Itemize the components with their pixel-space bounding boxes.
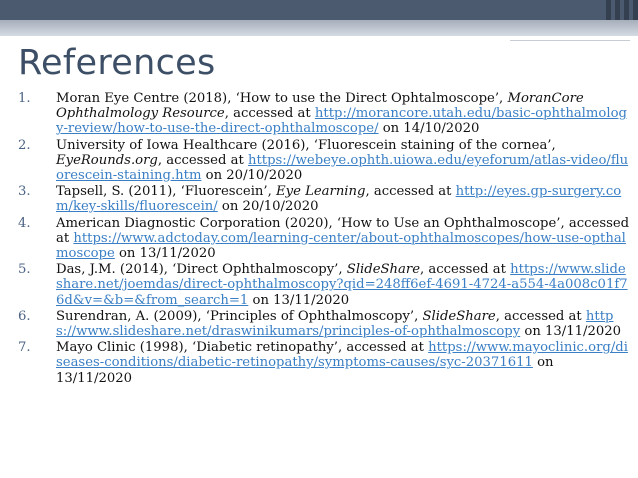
reference-accessed: , accessed at bbox=[420, 262, 506, 278]
reference-accessed: , accessed at bbox=[365, 184, 452, 200]
header-accent-line bbox=[510, 40, 630, 41]
reference-item bbox=[18, 262, 630, 308]
reference-text: University of Iowa Healthcare (2016), ‘Fluorescein staining of the cornea’, bbox=[56, 137, 556, 153]
reference-source: SlideShare bbox=[422, 308, 496, 324]
header-band bbox=[0, 20, 638, 36]
reference-number: 1. bbox=[18, 91, 31, 106]
header-rule bbox=[0, 36, 638, 38]
reference-text: Mayo Clinic (1998), ‘Diabetic retinopathy’, accessed at bbox=[56, 340, 424, 356]
reference-number: 7. bbox=[18, 340, 31, 356]
reference-date: on 20/10/2020 bbox=[217, 199, 319, 215]
reference-link[interactable]: https://webeye.ophth.uiowa.edu/eyeforum/atlas-video/fluorescein-staining.htm bbox=[56, 152, 629, 184]
reference-link[interactable]: https://www.slideshare.net/draswinikumars/principles-of-ophthalmoscopy bbox=[56, 308, 614, 340]
reference-accessed: , accessed at bbox=[224, 106, 311, 122]
reference-link[interactable]: http://morancore.utah.edu/basic-ophthalmology-review/how-to-use-the-direct-ophthalmoscope/ bbox=[56, 106, 627, 137]
header-stripes bbox=[584, 0, 638, 20]
reference-source: EyeRounds.org bbox=[56, 152, 158, 168]
reference-item bbox=[18, 91, 630, 137]
reference-item bbox=[18, 340, 630, 386]
reference-text: Tapsell, S. (2011), ‘Fluorescein’, bbox=[56, 184, 272, 200]
reference-date: on 14/10/2020 bbox=[378, 121, 480, 137]
slide-title: References bbox=[18, 43, 216, 83]
reference-link[interactable]: http://eyes.gp-surgery.com/key-skills/fluorescein/ bbox=[56, 184, 622, 215]
reference-date: on 20/10/2020 bbox=[201, 168, 303, 184]
reference-item bbox=[18, 309, 630, 339]
reference-date: on 13/11/2020 bbox=[520, 324, 622, 340]
reference-text: American Diagnostic Corporation (2020), ‘How to Use an Ophthalmoscope’, accessed at bbox=[56, 215, 630, 246]
reference-source: SlideShare bbox=[346, 262, 420, 278]
reference-number: 6. bbox=[18, 308, 31, 324]
reference-list bbox=[18, 91, 630, 387]
reference-text: Das, J.M. (2014), ‘Direct Ophthalmoscopy’, bbox=[56, 262, 343, 278]
reference-source: MoranCore Ophthalmology Resource bbox=[56, 91, 584, 122]
reference-number: 2. bbox=[18, 137, 31, 153]
reference-accessed: , accessed at bbox=[157, 152, 244, 168]
reference-item bbox=[18, 138, 630, 184]
reference-item bbox=[18, 216, 630, 262]
reference-item bbox=[18, 184, 630, 214]
reference-number: 5. bbox=[18, 262, 31, 278]
reference-link[interactable]: https://www.adctoday.com/learning-center/about-ophthalmoscopes/how-use-opthalmoscope bbox=[56, 230, 626, 262]
reference-date: on 13/11/2020 bbox=[56, 355, 554, 386]
reference-link[interactable]: https://www.mayoclinic.org/diseases-conditions/diabetic-retinopathy/symptoms-causes/syc-20371611 bbox=[56, 340, 628, 371]
reference-text: Surendran, A. (2009), ‘Principles of Ophthalmoscopy’, bbox=[56, 308, 419, 324]
reference-date: on 13/11/2020 bbox=[248, 292, 350, 308]
reference-number: 4. bbox=[18, 215, 31, 231]
reference-number: 3. bbox=[18, 184, 31, 200]
header-bar bbox=[0, 0, 638, 20]
reference-text: Moran Eye Centre (2018), ‘How to use the Direct Ophtalmoscope’, bbox=[56, 91, 504, 106]
reference-link[interactable]: https://www.slideshare.net/joemdas/direct-ophthalmoscopy?qid=248ff6ef-4691-4724-a554-4a008c01f76d&v=&b=&from_search=1 bbox=[56, 262, 628, 308]
reference-source: Eye Learning bbox=[276, 184, 366, 200]
reference-date: on 13/11/2020 bbox=[114, 246, 216, 262]
reference-accessed: , accessed at bbox=[495, 308, 582, 324]
